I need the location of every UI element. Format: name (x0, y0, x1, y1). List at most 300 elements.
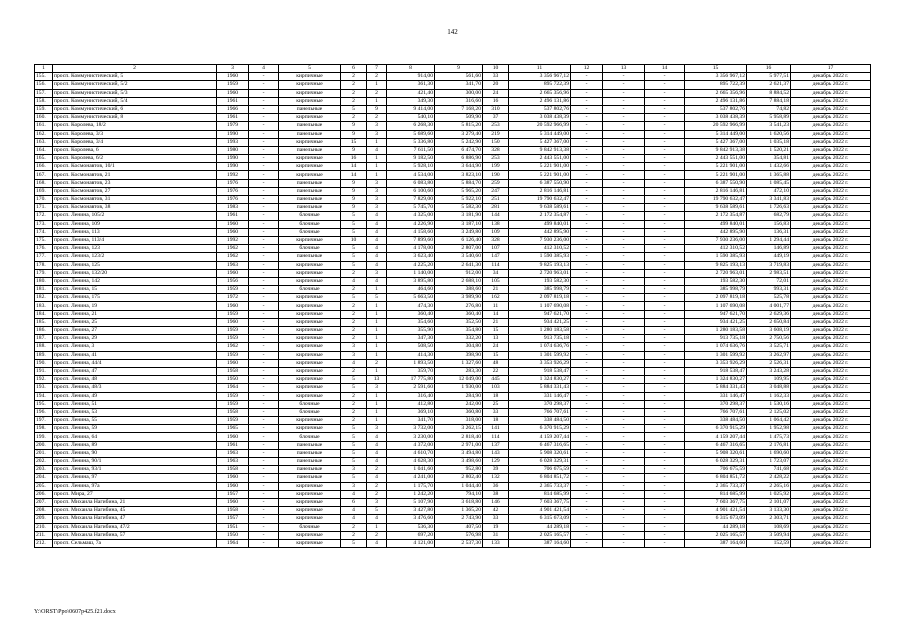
table-cell: 697,20 (387, 531, 435, 539)
table-cell: - (603, 466, 645, 474)
table-cell: 21 (483, 318, 509, 326)
table-cell: - (249, 458, 279, 466)
table-cell: 2 265,16 (747, 482, 791, 490)
table-cell: кирпичные (279, 417, 341, 425)
table-cell: 6 315 673,09 (509, 515, 571, 523)
table-cell: 2 172 354,87 (685, 212, 747, 220)
table-cell: просп. Ленина, 15 (53, 286, 217, 294)
table-cell: - (571, 433, 603, 441)
table-cell: 6 083,80 (387, 179, 435, 187)
table-cell: 2 983,51 (747, 269, 791, 277)
table-cell: - (249, 523, 279, 531)
table-cell: 162 (483, 294, 509, 302)
table-cell: - (645, 204, 685, 212)
table-row (35, 130, 871, 138)
table-cell: 1992 (217, 236, 249, 244)
table-cell: 3 427,80 (387, 507, 435, 515)
table-cell: 682,79 (747, 212, 791, 220)
table-row (35, 179, 871, 187)
table-cell: 5 (341, 458, 367, 466)
table-cell: 173. (35, 220, 53, 228)
table-cell: 108,69 (747, 523, 791, 531)
table-cell: - (645, 351, 685, 359)
table-cell: декабрь 2022 г. (791, 73, 871, 81)
table-cell: 2 650,84 (747, 318, 791, 326)
table-cell: 3 279,40 (435, 130, 483, 138)
table-cell: 164. (35, 146, 53, 154)
table-cell: - (249, 482, 279, 490)
table-cell: 9 (341, 204, 367, 212)
table-cell: блочные (279, 286, 341, 294)
table-cell: 387 164,60 (509, 539, 571, 547)
table-cell: 5 221 901,00 (509, 163, 571, 171)
table-row (35, 539, 871, 547)
table-cell: - (249, 310, 279, 318)
table-cell: 195. (35, 400, 53, 408)
table-cell: 178. (35, 261, 53, 269)
table-cell: 385 998,79 (509, 286, 571, 294)
table-cell: 14 (341, 163, 367, 171)
table-cell: - (603, 130, 645, 138)
table-cell: - (249, 343, 279, 351)
table-cell: 210. (35, 523, 53, 531)
table-cell: 15 (483, 351, 509, 359)
table-cell: просп. Космонавтов, 21 (53, 171, 217, 179)
table-cell: - (571, 400, 603, 408)
table-cell: 1 (367, 367, 387, 375)
table-cell: - (645, 417, 685, 425)
table-cell: - (571, 294, 603, 302)
table-cell: 947 621,70 (685, 310, 747, 318)
table-cell: 2 101,07 (747, 498, 791, 506)
table-cell: декабрь 2022 г. (791, 146, 871, 154)
table-cell: - (571, 97, 603, 105)
table-cell: 2 (341, 327, 367, 335)
table-cell: - (645, 515, 685, 523)
table-cell: просп. Мира, 27 (53, 490, 217, 498)
table-cell: 146 (483, 498, 509, 506)
table-cell: 354,80 (435, 327, 483, 335)
table-cell: просп. Ленина, 59 (53, 425, 217, 433)
table-cell: 2 743,90 (435, 515, 483, 523)
table-cell: 152,59 (747, 539, 791, 547)
table-cell: 170. (35, 196, 53, 204)
table-cell: 5 (341, 539, 367, 547)
table-cell: 1960 (217, 482, 249, 490)
table-cell: - (249, 449, 279, 457)
table-cell: декабрь 2022 г. (791, 228, 871, 236)
table-cell: - (249, 286, 279, 294)
table-cell: 1961 (217, 114, 249, 122)
table-row (35, 327, 871, 335)
table-row (35, 122, 871, 130)
table-cell: 132 (483, 474, 509, 482)
table-cell: кирпичные (279, 425, 341, 433)
table-cell: - (571, 212, 603, 220)
table-cell: - (645, 433, 685, 441)
table-cell: 464,60 (387, 286, 435, 294)
table-cell: 412 310,52 (509, 245, 571, 253)
table-cell: 2 (367, 482, 387, 490)
table-cell: 7 603 367,75 (685, 498, 747, 506)
table-row (35, 474, 871, 482)
table-cell: кирпичные (279, 359, 341, 367)
table-cell: 1960 (217, 359, 249, 367)
register-table (34, 64, 871, 548)
table-cell: 3 (341, 343, 367, 351)
table-cell: 4 (367, 212, 387, 220)
table-cell: 2 (367, 466, 387, 474)
table-cell: 109 (483, 228, 509, 236)
table-cell: просп. Ленина, 105/2 (53, 212, 217, 220)
table-cell: 814 685,99 (685, 490, 747, 498)
table-cell: 5 (341, 294, 367, 302)
table-cell: 2 365 733,37 (685, 482, 747, 490)
table-cell: 19 (483, 523, 509, 531)
table-cell: 5 977,51 (747, 73, 791, 81)
table-cell: - (571, 163, 603, 171)
table-cell: просп. Михаила Нагибина, 45 (53, 507, 217, 515)
table-cell: 1 365,88 (747, 171, 791, 179)
table-row (35, 318, 871, 326)
table-cell: 1960 (217, 220, 249, 228)
table-cell: блочные (279, 400, 341, 408)
table-cell: 2 (341, 318, 367, 326)
table-cell: - (645, 498, 685, 506)
table-cell: - (571, 253, 603, 261)
table-cell: просп. Ленина, 123/2 (53, 253, 217, 261)
table-cell: просп. Коммунистический, 8 (53, 114, 217, 122)
column-number-cell: 3 (217, 65, 249, 73)
table-cell: 5 (341, 220, 367, 228)
table-cell: 9 (341, 146, 367, 154)
table-cell: декабрь 2022 г. (791, 245, 871, 253)
table-cell: 109,95 (747, 376, 791, 384)
table-cell: 3 (367, 130, 387, 138)
table-cell: 5 (341, 441, 367, 449)
table-cell: 9 (341, 130, 367, 138)
table-cell: блочные (279, 408, 341, 416)
table-cell: 2 665 356,96 (509, 89, 571, 97)
table-cell: 421,40 (387, 89, 435, 97)
table-cell: 331 146,47 (509, 392, 571, 400)
table-cell: 5 (341, 425, 367, 433)
table-cell: 1990 (217, 155, 249, 163)
table-cell: 1976 (217, 196, 249, 204)
table-cell: просп. Михаила Нагибина, 47 (53, 515, 217, 523)
table-cell: 7 603 367,75 (509, 498, 571, 506)
table-cell: 3 249,80 (435, 228, 483, 236)
table-cell: 1 324 830,27 (685, 376, 747, 384)
table-cell: 369,10 (387, 408, 435, 416)
table-cell: 281 (483, 204, 509, 212)
table-cell: блочные (279, 433, 341, 441)
table-cell: 3 187,10 (435, 220, 483, 228)
table-cell: декабрь 2022 г. (791, 441, 871, 449)
table-cell: 9 (341, 196, 367, 204)
table-cell: - (249, 236, 279, 244)
table-cell: 1960 (217, 269, 249, 277)
table-cell: 4 (367, 146, 387, 154)
table-cell: 1960 (217, 73, 249, 81)
table-cell: 1957 (217, 515, 249, 523)
table-cell: 407,50 (435, 523, 483, 531)
table-cell: кирпичные (279, 490, 341, 498)
table-cell: 18 (483, 417, 509, 425)
table-cell: - (571, 327, 603, 335)
table-cell: 354,81 (747, 155, 791, 163)
table-cell: 5 (341, 433, 367, 441)
table-cell: декабрь 2022 г. (791, 220, 871, 228)
table-cell: - (603, 531, 645, 539)
table-cell: панельные (279, 474, 341, 482)
table-cell: - (249, 531, 279, 539)
table-cell: просп. Коммунистический, 5/4 (53, 97, 217, 105)
table-cell: 361,30 (387, 81, 435, 89)
table-cell: - (249, 171, 279, 179)
table-cell: - (645, 408, 685, 416)
table-cell: просп. Ленина, 51 (53, 400, 217, 408)
table-cell: 160. (35, 114, 53, 122)
table-cell: 211. (35, 531, 53, 539)
table-cell: 3 498,60 (435, 458, 483, 466)
table-cell: - (603, 376, 645, 384)
table-row (35, 277, 871, 285)
table-row (35, 97, 871, 105)
table-cell: - (571, 73, 603, 81)
table-cell: 1 530,16 (747, 400, 791, 408)
table-cell: кирпичные (279, 507, 341, 515)
table-cell: 3 608,19 (747, 327, 791, 335)
table-cell: 1958 (217, 408, 249, 416)
table-cell: 1959 (217, 310, 249, 318)
table-cell: - (571, 220, 603, 228)
table-cell: 3 (341, 482, 367, 490)
table-cell: 180. (35, 277, 53, 285)
table-cell: 137 (483, 441, 509, 449)
table-cell: - (249, 490, 279, 498)
table-cell: 33 (483, 73, 509, 81)
table-cell: 6 028 329,31 (509, 458, 571, 466)
table-cell: просп. Королева, 6/2 (53, 155, 217, 163)
table-cell: 1 726,63 (747, 204, 791, 212)
table-cell: 208. (35, 507, 53, 515)
table-cell: 2 (341, 367, 367, 375)
table-cell: - (249, 335, 279, 343)
table-cell: 5 107,90 (387, 498, 435, 506)
table-row (35, 335, 871, 343)
table-cell: - (603, 384, 645, 392)
table-cell: - (603, 220, 645, 228)
table-cell: кирпичные (279, 384, 341, 392)
table-cell: - (603, 277, 645, 285)
table-cell: 11 (483, 302, 509, 310)
table-cell: 9 825 193,13 (509, 261, 571, 269)
table-cell: декабрь 2022 г. (791, 179, 871, 187)
table-cell: - (249, 539, 279, 547)
table-cell: 187. (35, 335, 53, 343)
table-cell: 5 (341, 245, 367, 253)
table-cell: 412 310,52 (685, 245, 747, 253)
table-cell: - (603, 171, 645, 179)
table-row (35, 392, 871, 400)
table-row (35, 220, 871, 228)
table-cell: 247 (483, 187, 509, 195)
table-cell: - (603, 81, 645, 89)
table-cell: 2 (341, 302, 367, 310)
table-cell: - (645, 474, 685, 482)
table-cell: 2 (367, 359, 387, 367)
table-cell: - (571, 114, 603, 122)
table-cell: 6 268,30 (387, 122, 435, 130)
table-cell: декабрь 2022 г. (791, 97, 871, 105)
table-cell: 2 172 354,87 (509, 212, 571, 220)
table-cell: 172. (35, 212, 53, 220)
table-cell: 9 842 913,38 (685, 146, 747, 154)
table-cell: - (249, 318, 279, 326)
table-row (35, 302, 871, 310)
table-cell: - (645, 523, 685, 531)
table-cell: 3 509,94 (747, 531, 791, 539)
table-cell: 9 (341, 187, 367, 195)
table-cell: 1964 (217, 384, 249, 392)
table-cell: 794,10 (435, 490, 483, 498)
table-cell: 1 107 690,08 (685, 302, 747, 310)
table-cell: 14 (483, 310, 509, 318)
table-cell: 5 922,10 (435, 196, 483, 204)
table-cell: 4 901 421,54 (509, 507, 571, 515)
table-cell: 442 895,90 (685, 228, 747, 236)
table-cell: 4 158,60 (387, 228, 435, 236)
table-cell: 328 (483, 236, 509, 244)
column-number-cell: 8 (387, 65, 435, 73)
table-cell: 3 262,15 (435, 425, 483, 433)
table-cell: 3 230,00 (387, 433, 435, 441)
table-cell: 2 526,31 (747, 359, 791, 367)
table-cell: 1950 (217, 531, 249, 539)
table-cell: - (645, 425, 685, 433)
table-cell: 150 (483, 138, 509, 146)
table-cell: - (249, 261, 279, 269)
table-cell: 1958 (217, 367, 249, 375)
table-cell: - (603, 261, 645, 269)
table-cell: 276,80 (435, 302, 483, 310)
column-number-cell: 11 (509, 65, 571, 73)
table-cell: 3 494,80 (435, 449, 483, 457)
table-row (35, 196, 871, 204)
table-cell: просп. Ленина, 97 (53, 474, 217, 482)
table-cell: 204. (35, 474, 53, 482)
table-cell: 38 (483, 490, 509, 498)
table-cell: 5 314 449,00 (509, 130, 571, 138)
table-cell: 499 840,01 (509, 220, 571, 228)
table-cell: - (645, 490, 685, 498)
table-cell: 5 336,80 (387, 138, 435, 146)
table-cell: 283,30 (435, 367, 483, 375)
table-cell: - (603, 400, 645, 408)
table-cell: декабрь 2022 г. (791, 482, 871, 490)
table-cell: - (645, 220, 685, 228)
table-cell: просп. Ленина, 97а (53, 482, 217, 490)
table-cell: 2 443 551,00 (685, 155, 747, 163)
table-cell: - (571, 539, 603, 547)
table-cell: 4 610,70 (387, 449, 435, 457)
table-cell: - (645, 286, 685, 294)
table-cell: 2 (341, 335, 367, 343)
table-cell: 1963 (217, 458, 249, 466)
table-cell: - (571, 531, 603, 539)
table-row (35, 417, 871, 425)
table-cell: - (603, 146, 645, 154)
table-cell: 508,50 (387, 343, 435, 351)
table-cell: 7 168,20 (435, 105, 483, 113)
table-cell: - (645, 400, 685, 408)
table-cell: 3 (367, 269, 387, 277)
table-row (35, 433, 871, 441)
table-cell: 251 (483, 196, 509, 204)
table-cell: 5 427 367,00 (685, 138, 747, 146)
table-cell: 3 (367, 204, 387, 212)
table-cell: 6 886,90 (435, 155, 483, 163)
table-cell: 144 (483, 212, 509, 220)
table-cell: 360,40 (435, 310, 483, 318)
table-cell: 5 884 331,43 (509, 384, 571, 392)
table-cell: панельные (279, 187, 341, 195)
table-cell: - (571, 228, 603, 236)
table-cell: 5 (341, 253, 367, 261)
table-cell: просп. Королева, 3/4 (53, 138, 217, 146)
table-cell: - (249, 179, 279, 187)
table-cell: кирпичные (279, 97, 341, 105)
table-cell: 4 (341, 507, 367, 515)
table-cell: 2 537,30 (435, 539, 483, 547)
column-number-cell: 6 (341, 65, 367, 73)
column-number-cell: 10 (483, 65, 509, 73)
table-row (35, 310, 871, 318)
table-cell: 193 582,30 (685, 277, 747, 285)
table-cell: - (645, 236, 685, 244)
table-cell: 4 325,00 (387, 212, 435, 220)
table-cell: 3 262,97 (747, 351, 791, 359)
table-cell: - (603, 433, 645, 441)
table-cell: декабрь 2022 г. (791, 343, 871, 351)
table-cell: 814 685,99 (509, 490, 571, 498)
table-cell: - (571, 138, 603, 146)
table-cell: - (603, 286, 645, 294)
table-cell: 36 (483, 482, 509, 490)
table-cell: 4 225,20 (387, 261, 435, 269)
table-cell: 1958 (217, 507, 249, 515)
column-number-row (35, 65, 871, 73)
table-cell: - (249, 245, 279, 253)
table-cell: 4 121,00 (387, 539, 435, 547)
table-cell: 918 538,47 (509, 367, 571, 375)
table-cell: - (249, 392, 279, 400)
table-cell: 4 159 207,44 (685, 433, 747, 441)
table-row (35, 294, 871, 302)
table-cell: 190 (483, 171, 509, 179)
table-row (35, 73, 871, 81)
table-cell: 171. (35, 204, 53, 212)
table-cell: 414,30 (387, 351, 435, 359)
table-cell: - (645, 187, 685, 195)
table-cell: 4 (367, 515, 387, 523)
table-cell: 3 895,80 (387, 277, 435, 285)
table-row (35, 449, 871, 457)
table-cell: 1 (367, 97, 387, 105)
table-cell: - (645, 155, 685, 163)
table-cell: 20 (483, 81, 509, 89)
